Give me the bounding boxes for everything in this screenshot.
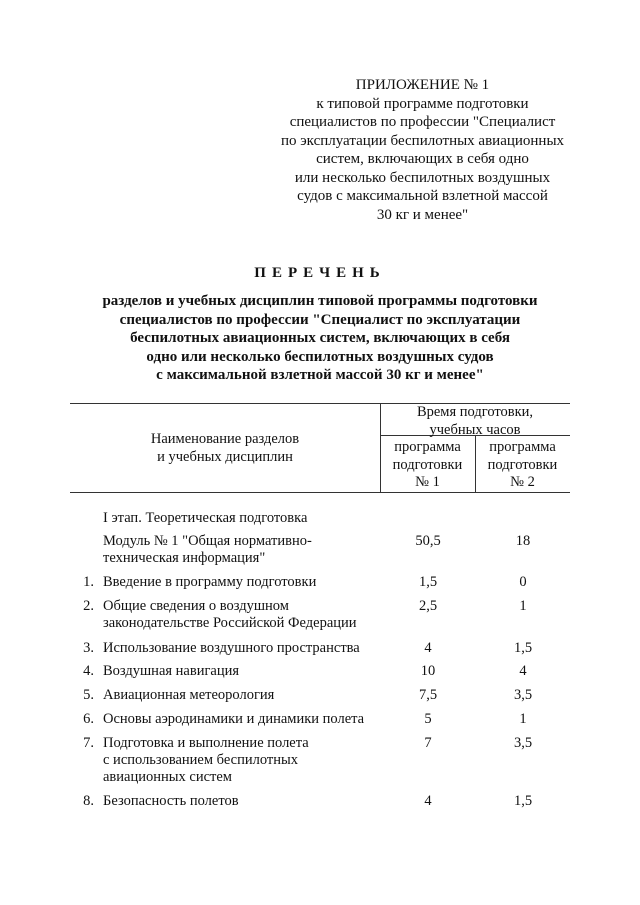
row-number: 7.	[83, 735, 94, 751]
subtitle-line: специалистов по профессии "Специалист по эксплуатации	[119, 311, 521, 328]
row-number: 8.	[83, 793, 94, 809]
program-2-hours: 1,5	[513, 640, 533, 656]
program-1-hours: 7	[424, 735, 432, 751]
program-1-hours: 4	[424, 640, 432, 656]
appendix-line: судов с максимальной взлетной массой	[297, 188, 548, 204]
document-title: ПЕРЕЧЕНЬ	[254, 265, 386, 281]
column-header-program-1: программа подготовки № 1	[392, 439, 463, 490]
column-header-name: Наименование разделов и учебных дисциплин	[150, 431, 300, 465]
row-number: 6.	[83, 711, 94, 727]
document-subtitle	[0, 292, 640, 385]
stage-heading: I этап. Теоретическая подготовка	[103, 510, 308, 526]
program-2-hours: 1	[519, 598, 527, 614]
subtitle-line: разделов и учебных дисциплин типовой программы подготовки	[102, 293, 538, 309]
program-1-hours: 10	[420, 663, 436, 679]
discipline-name: Введение в программу подготовки	[103, 574, 317, 590]
program-1-hours: 7,5	[418, 687, 438, 703]
program-2-hours: 0	[519, 574, 527, 590]
discipline-name: Авиационная метеорология	[103, 687, 275, 703]
subtitle-line: беспилотных авиационных систем, включающих в себя	[130, 330, 510, 346]
row-number: 1.	[83, 574, 94, 590]
subtitle-line: одно или несколько беспилотных воздушных судов	[146, 348, 494, 365]
subtitle-line: с максимальной взлетной массой 30 кг и менее"	[156, 367, 484, 383]
appendix-line: по эксплуатации беспилотных авиационных	[280, 132, 565, 149]
table-header-bottom-border	[70, 492, 570, 493]
program-2-hours: 4	[519, 663, 527, 679]
row-number: 3.	[83, 640, 94, 656]
program-2-hours: 1,5	[513, 793, 533, 809]
discipline-name: Воздушная навигация	[103, 663, 240, 679]
program-2-hours: 1	[519, 711, 527, 727]
appendix-line: 30 кг и менее"	[376, 206, 469, 223]
program-1-hours: 1,5	[418, 574, 438, 590]
module-program-1-hours: 50,5	[415, 533, 441, 549]
row-number: 4.	[83, 663, 94, 679]
program-2-hours: 3,5	[513, 687, 533, 703]
appendix-line: специалистов по профессии "Специалист	[289, 114, 556, 130]
row-number: 2.	[83, 598, 94, 614]
discipline-name: Подготовка и выполнение полета с использованием беспилотных авиационных систем	[103, 735, 309, 785]
appendix-line: систем, включающих в себя одно	[316, 151, 529, 167]
column-header-program-2: программа подготовки № 2	[487, 439, 558, 490]
row-number: 5.	[83, 687, 94, 703]
discipline-name: Использование воздушного пространства	[103, 640, 360, 656]
program-1-hours: 5	[424, 711, 432, 727]
discipline-name: Основы аэродинамики и динамики полета	[103, 711, 365, 727]
appendix-line: ПРИЛОЖЕНИЕ № 1	[355, 77, 490, 93]
appendix-line: к типовой программе подготовки	[316, 95, 529, 112]
module-name: Модуль № 1 "Общая нормативно- техническая информация"	[103, 533, 312, 566]
program-1-hours: 2,5	[418, 598, 438, 614]
program-2-hours: 3,5	[513, 735, 533, 751]
module-program-2-hours: 18	[515, 533, 531, 549]
discipline-name: Безопасность полетов	[103, 793, 239, 809]
column-header-time: Время подготовки, учебных часов	[416, 404, 534, 438]
discipline-name: Общие сведения о воздушном законодательстве Российской Федерации	[103, 598, 357, 631]
appendix-note	[255, 76, 590, 224]
appendix-line: или несколько беспилотных воздушных	[294, 169, 551, 186]
program-1-hours: 4	[424, 793, 432, 809]
